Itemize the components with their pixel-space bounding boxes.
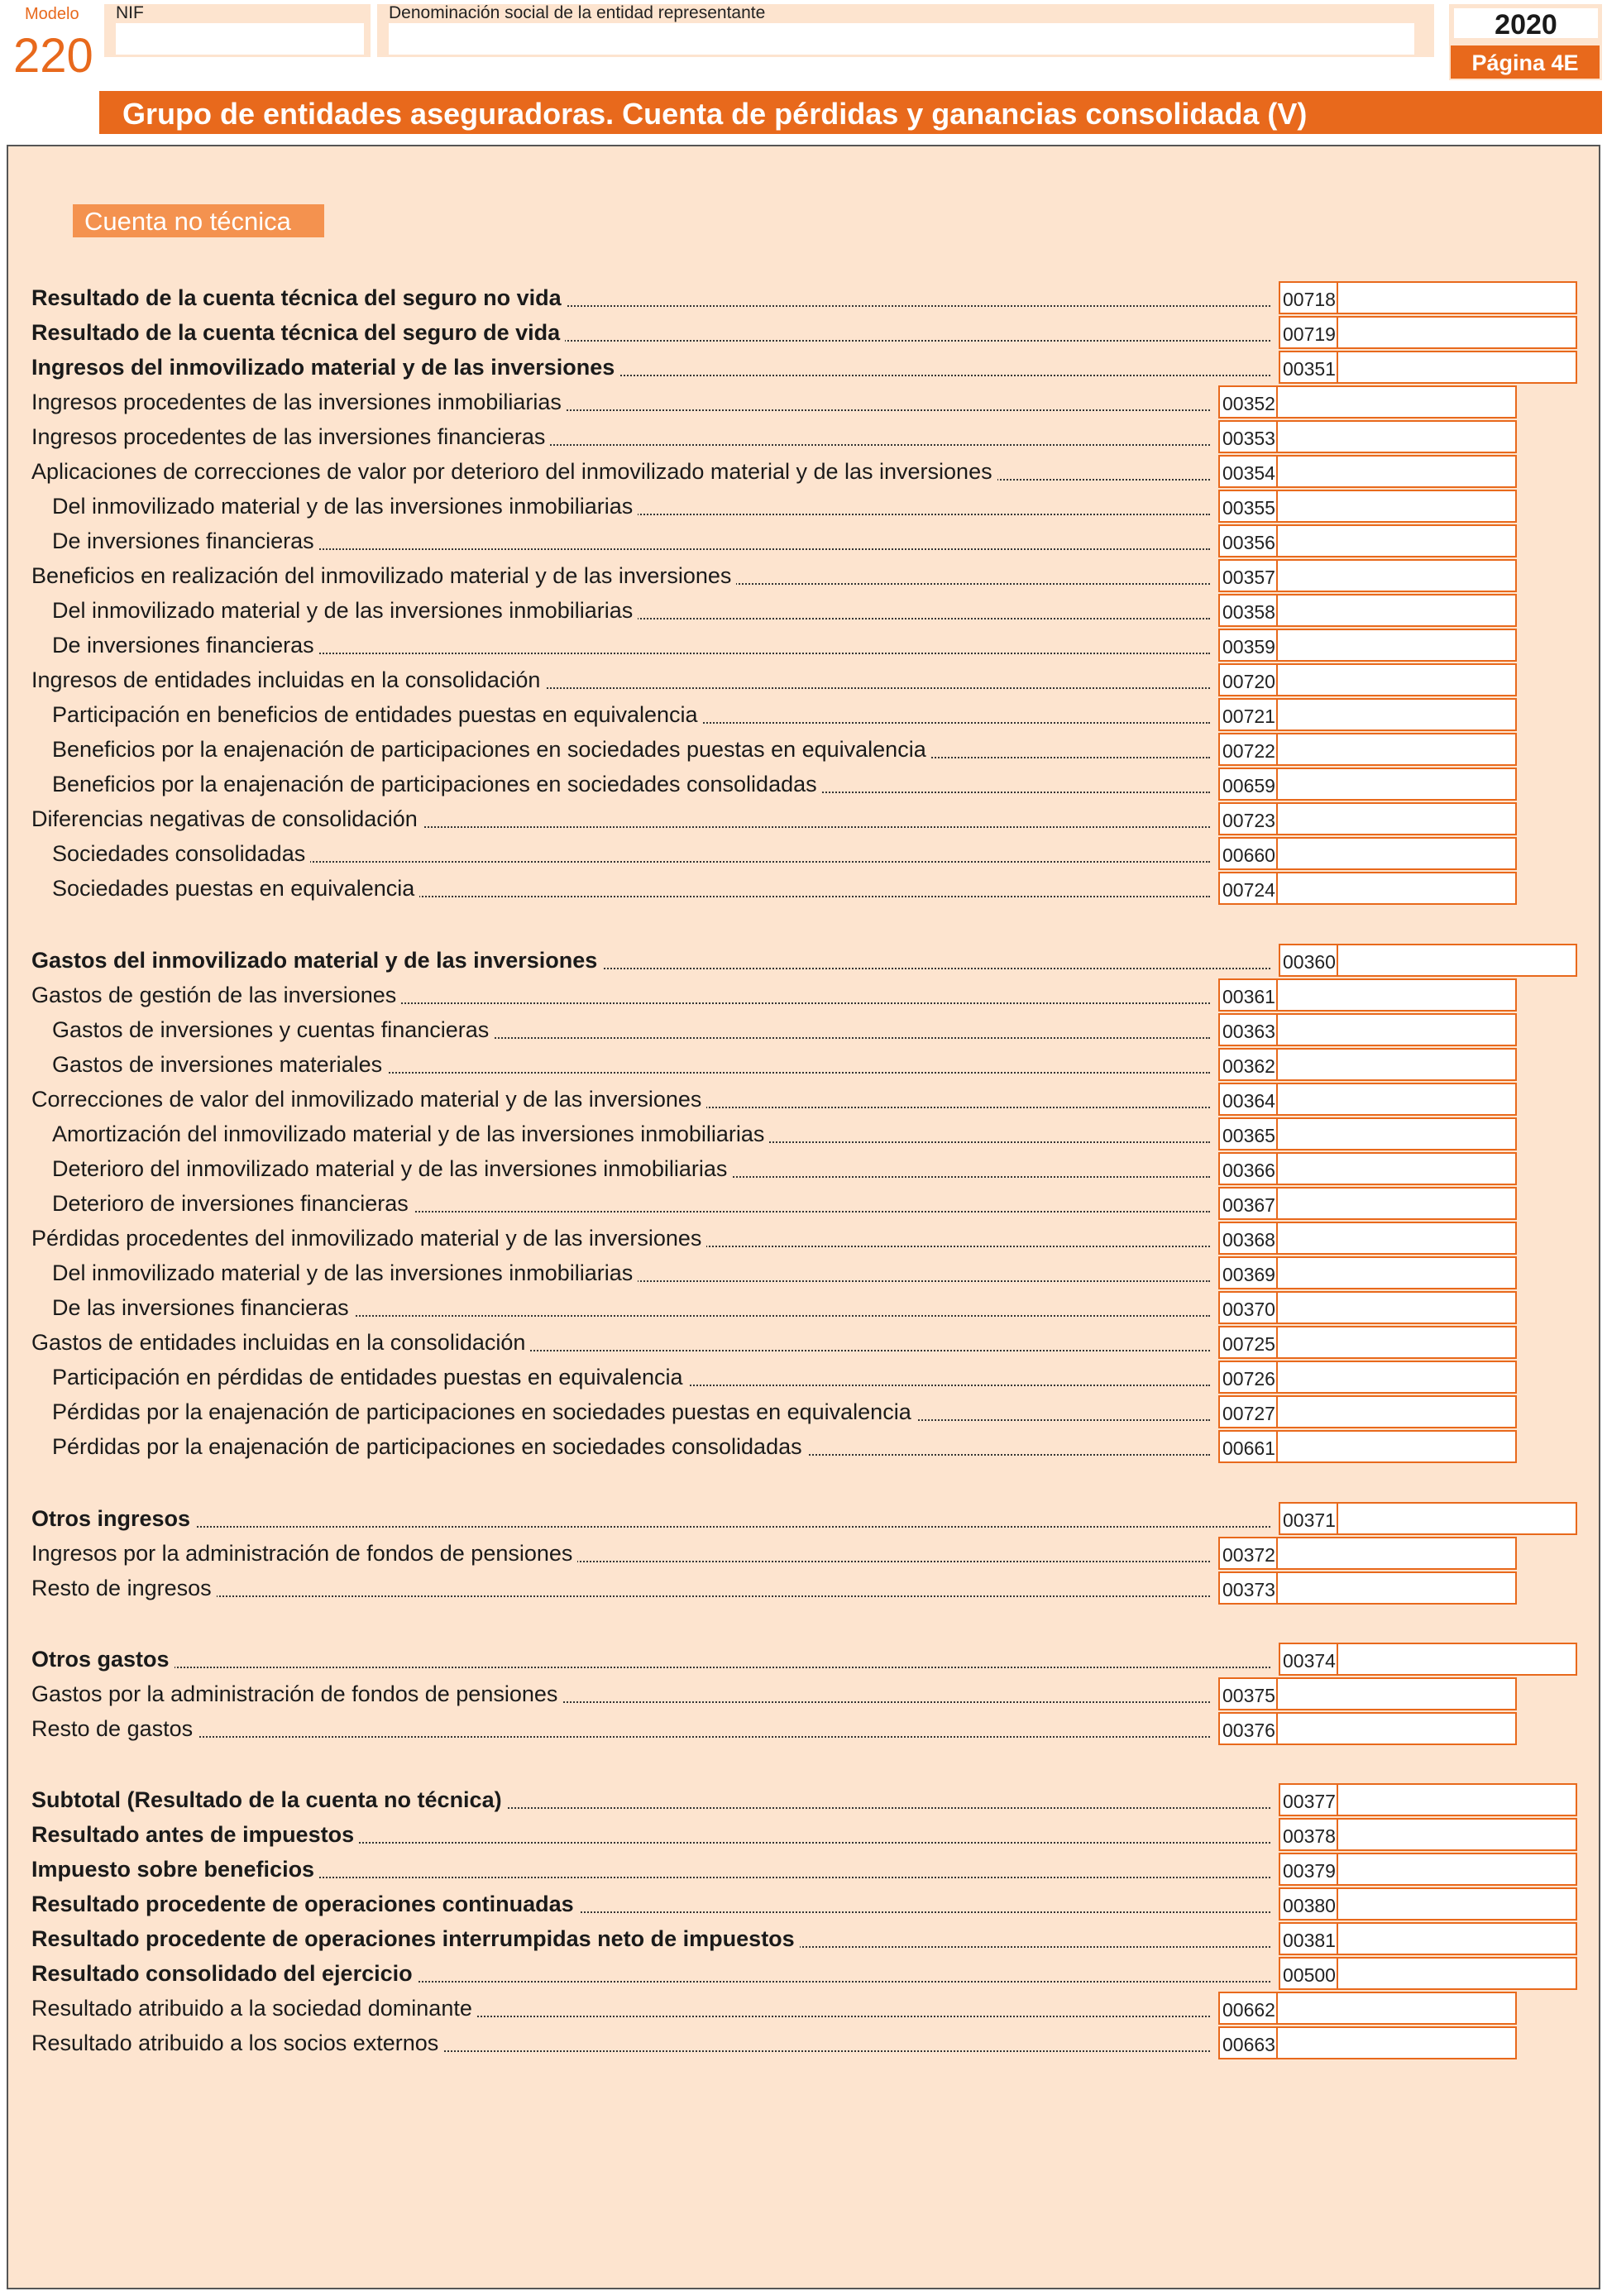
row-label: Resto de gastos: [31, 1712, 198, 1745]
value-field-00723[interactable]: [1276, 802, 1517, 835]
page-title: Grupo de entidades aseguradoras. Cuenta de pérdidas y ganancias consolidada (V): [99, 91, 1602, 134]
box-code: 00723: [1218, 802, 1278, 835]
row-label: Gastos del inmovilizado material y de las inversiones: [31, 944, 602, 977]
value-field-00721[interactable]: [1276, 698, 1517, 731]
box-code: 00360: [1279, 944, 1338, 977]
row-label: Resultado consolidado del ejercicio: [31, 1957, 418, 1990]
box-code: 00359: [1218, 629, 1278, 662]
form-row-00720: [31, 663, 1213, 696]
form-row-00354: [31, 455, 1213, 488]
value-field-00376[interactable]: [1276, 1712, 1517, 1745]
box-code: 00358: [1218, 594, 1278, 627]
form-row-00368: [31, 1222, 1213, 1255]
form-row-00374: [31, 1643, 1274, 1676]
form-row-00378: [31, 1818, 1274, 1851]
form-row-00722: [31, 733, 1213, 766]
row-label: Ingresos de entidades incluidas en la consolidación: [31, 663, 545, 696]
box-code: 00724: [1218, 872, 1278, 905]
value-field-00357[interactable]: [1276, 559, 1517, 592]
box-code: 00376: [1218, 1712, 1278, 1745]
form-row-00727: [31, 1395, 1213, 1428]
value-field-00364[interactable]: [1276, 1083, 1517, 1116]
box-code: 00363: [1218, 1013, 1278, 1046]
value-field-00367[interactable]: [1276, 1187, 1517, 1220]
form-row-00352: [31, 385, 1213, 419]
value-field-00720[interactable]: [1276, 663, 1517, 696]
value-field-00358[interactable]: [1276, 594, 1517, 627]
value-field-00351[interactable]: [1337, 351, 1577, 384]
row-label: Pérdidas por la enajenación de participaciones en sociedades puestas en equivalencia: [52, 1395, 916, 1428]
form-row-00377: [31, 1783, 1274, 1816]
box-code: 00662: [1218, 1992, 1278, 2025]
box-code: 00356: [1218, 524, 1278, 557]
row-label: Gastos de entidades incluidas en la consolidación: [31, 1326, 530, 1359]
box-code: 00719: [1279, 316, 1338, 349]
value-field-00727[interactable]: [1276, 1395, 1517, 1428]
row-label: Del inmovilizado material y de las inversiones inmobiliarias: [52, 594, 638, 627]
box-code: 00660: [1218, 837, 1278, 870]
year: 2020: [1454, 8, 1598, 38]
box-code: 00500: [1279, 1957, 1338, 1990]
form-row-00379: [31, 1853, 1274, 1886]
row-label: Ingresos procedentes de las inversiones financieras: [31, 420, 550, 453]
row-label: Resto de ingresos: [31, 1571, 217, 1605]
form-row-00726: [31, 1361, 1213, 1394]
denominacion-field[interactable]: [389, 23, 1414, 55]
row-label: Gastos por la administración de fondos de pensiones: [31, 1677, 562, 1710]
page-number: Página 4E: [1451, 45, 1600, 79]
value-field-00363[interactable]: [1276, 1013, 1517, 1046]
row-label: De inversiones financieras: [52, 629, 319, 662]
form-row-00660: [31, 837, 1213, 870]
row-label: Resultado antes de impuestos: [31, 1818, 359, 1851]
box-code: 00367: [1218, 1187, 1278, 1220]
box-code: 00353: [1218, 420, 1278, 453]
value-field-00372[interactable]: [1276, 1537, 1517, 1570]
row-label: Otros ingresos: [31, 1502, 195, 1535]
leader-dots: [31, 1736, 1210, 1738]
form-row-00718: [31, 281, 1274, 314]
form-row-00372: [31, 1537, 1213, 1570]
form-row-00361: [31, 978, 1213, 1012]
form-row-00373: [31, 1571, 1213, 1605]
box-code: 00661: [1218, 1430, 1278, 1463]
nif-label: NIF: [116, 3, 144, 22]
value-field-00361[interactable]: [1276, 978, 1517, 1012]
row-label: Subtotal (Resultado de la cuenta no técnica): [31, 1783, 507, 1816]
form-row-00662: [31, 1992, 1213, 2025]
value-field-00379[interactable]: [1337, 1853, 1577, 1886]
row-label: Resultado de la cuenta técnica del seguro no vida: [31, 281, 567, 314]
value-field-00378[interactable]: [1337, 1818, 1577, 1851]
form-row-00659: [31, 768, 1213, 801]
row-label: Ingresos por la administración de fondos de pensiones: [31, 1537, 577, 1570]
row-label: Aplicaciones de correcciones de valor por deterioro del inmovilizado material y de las inversiones: [31, 455, 997, 488]
row-label: Del inmovilizado material y de las inversiones inmobiliarias: [52, 490, 638, 523]
value-field-00352[interactable]: [1276, 385, 1517, 419]
value-field-00722[interactable]: [1276, 733, 1517, 766]
nif-field[interactable]: [116, 23, 364, 55]
row-label: Amortización del inmovilizado material y de las inversiones inmobiliarias: [52, 1117, 769, 1150]
value-field-00354[interactable]: [1276, 455, 1517, 488]
value-field-00661[interactable]: [1276, 1430, 1517, 1463]
box-code: 00718: [1279, 281, 1338, 314]
value-field-00381[interactable]: [1337, 1922, 1577, 1955]
row-label: Pérdidas por la enajenación de participaciones en sociedades consolidadas: [52, 1430, 807, 1463]
box-code: 00372: [1218, 1537, 1278, 1570]
form-row-00357: [31, 559, 1213, 592]
value-field-00660[interactable]: [1276, 837, 1517, 870]
box-code: 00659: [1218, 768, 1278, 801]
box-code: 00727: [1218, 1395, 1278, 1428]
row-label: Ingresos procedentes de las inversiones inmobiliarias: [31, 385, 567, 419]
row-label: Gastos de gestión de las inversiones: [31, 978, 401, 1012]
value-field-00373[interactable]: [1276, 1571, 1517, 1605]
row-label: Otros gastos: [31, 1643, 175, 1676]
form-row-00353: [31, 420, 1213, 453]
row-label: Correcciones de valor del inmovilizado material y de las inversiones: [31, 1083, 706, 1116]
box-code: 00720: [1218, 663, 1278, 696]
box-code: 00663: [1218, 2026, 1278, 2059]
leader-dots: [31, 1667, 1270, 1668]
value-field-00353[interactable]: [1276, 420, 1517, 453]
form-row-00500: [31, 1957, 1274, 1990]
denominacion-label: Denominación social de la entidad representante: [389, 3, 766, 22]
form-row-00661: [31, 1430, 1213, 1463]
form-row-00367: [31, 1187, 1213, 1220]
form-row-00366: [31, 1152, 1213, 1185]
row-label: Impuesto sobre beneficios: [31, 1853, 319, 1886]
row-label: Participación en pérdidas de entidades puestas en equivalencia: [52, 1361, 688, 1394]
form-row-00380: [31, 1887, 1274, 1921]
value-field-00368[interactable]: [1276, 1222, 1517, 1255]
row-label: Gastos de inversiones materiales: [52, 1048, 387, 1081]
form-row-00356: [31, 524, 1213, 557]
value-field-00725[interactable]: [1276, 1326, 1517, 1359]
row-label: Ingresos del inmovilizado material y de las inversiones: [31, 351, 619, 384]
value-field-00355[interactable]: [1276, 490, 1517, 523]
value-field-00359[interactable]: [1276, 629, 1517, 662]
section-tab: Cuenta no técnica: [73, 204, 324, 237]
form-row-00351: [31, 351, 1274, 384]
box-code: 00381: [1279, 1922, 1338, 1955]
box-code: 00722: [1218, 733, 1278, 766]
row-label: Sociedades consolidadas: [52, 837, 310, 870]
form-row-00721: [31, 698, 1213, 731]
form-row-00381: [31, 1922, 1274, 1955]
box-code: 00370: [1218, 1291, 1278, 1324]
row-label: Resultado procedente de operaciones interrumpidas neto de impuestos: [31, 1922, 800, 1955]
row-label: De inversiones financieras: [52, 524, 319, 557]
box-code: 00377: [1279, 1783, 1338, 1816]
value-field-00360[interactable]: [1337, 944, 1577, 977]
form-row-00358: [31, 594, 1213, 627]
value-field-00371[interactable]: [1337, 1502, 1577, 1535]
box-code: 00373: [1218, 1571, 1278, 1605]
box-code: 00352: [1218, 385, 1278, 419]
form-row-00663: [31, 2026, 1213, 2059]
form-row-00370: [31, 1291, 1213, 1324]
form-row-00724: [31, 872, 1213, 905]
box-code: 00361: [1218, 978, 1278, 1012]
value-field-00662[interactable]: [1276, 1992, 1517, 2025]
box-code: 00378: [1279, 1818, 1338, 1851]
box-code: 00375: [1218, 1677, 1278, 1710]
value-field-00726[interactable]: [1276, 1361, 1517, 1394]
value-field-00375[interactable]: [1276, 1677, 1517, 1710]
form-row-00376: [31, 1712, 1213, 1745]
form-row-00371: [31, 1502, 1274, 1535]
box-code: 00725: [1218, 1326, 1278, 1359]
row-label: Beneficios en realización del inmovilizado material y de las inversiones: [31, 559, 736, 592]
row-label: Participación en beneficios de entidades puestas en equivalencia: [52, 698, 703, 731]
value-field-00356[interactable]: [1276, 524, 1517, 557]
row-label: Diferencias negativas de consolidación: [31, 802, 423, 835]
form-row-00723: [31, 802, 1213, 835]
value-field-00380[interactable]: [1337, 1887, 1577, 1921]
form-row-00375: [31, 1677, 1213, 1710]
form-row-00364: [31, 1083, 1213, 1116]
row-label: Beneficios por la enajenación de participaciones en sociedades puestas en equivalencia: [52, 733, 931, 766]
box-code: 00364: [1218, 1083, 1278, 1116]
row-label: Resultado atribuido a la sociedad dominante: [31, 1992, 477, 2025]
value-field-00663[interactable]: [1276, 2026, 1517, 2059]
box-code: 00362: [1218, 1048, 1278, 1081]
row-label: Gastos de inversiones y cuentas financieras: [52, 1013, 494, 1046]
row-label: Deterioro de inversiones financieras: [52, 1187, 414, 1220]
modelo-label: Modelo: [25, 5, 79, 23]
form-row-00719: [31, 316, 1274, 349]
value-field-00500[interactable]: [1337, 1957, 1577, 1990]
row-label: Del inmovilizado material y de las inversiones inmobiliarias: [52, 1256, 638, 1289]
form-row-00355: [31, 490, 1213, 523]
form-row-00362: [31, 1048, 1213, 1081]
box-code: 00371: [1279, 1502, 1338, 1535]
box-code: 00380: [1279, 1887, 1338, 1921]
form-row-00365: [31, 1117, 1213, 1150]
value-field-00659[interactable]: [1276, 768, 1517, 801]
value-field-00362[interactable]: [1276, 1048, 1517, 1081]
form-row-00363: [31, 1013, 1213, 1046]
modelo-number: 220: [13, 29, 93, 83]
form-header: [0, 0, 1607, 91]
row-label: Sociedades puestas en equivalencia: [52, 872, 419, 905]
value-field-00719[interactable]: [1337, 316, 1577, 349]
value-field-00365[interactable]: [1276, 1117, 1517, 1150]
box-code: 00721: [1218, 698, 1278, 731]
value-field-00374[interactable]: [1337, 1643, 1577, 1676]
box-code: 00354: [1218, 455, 1278, 488]
row-label: Resultado de la cuenta técnica del seguro de vida: [31, 316, 565, 349]
row-label: Deterioro del inmovilizado material y de las inversiones inmobiliarias: [52, 1152, 732, 1185]
row-label: Resultado procedente de operaciones continuadas: [31, 1887, 579, 1921]
row-label: Beneficios por la enajenación de participaciones en sociedades consolidadas: [52, 768, 822, 801]
box-code: 00369: [1218, 1256, 1278, 1289]
form-row-00369: [31, 1256, 1213, 1289]
form-row-00725: [31, 1326, 1213, 1359]
value-field-00377[interactable]: [1337, 1783, 1577, 1816]
box-code: 00379: [1279, 1853, 1338, 1886]
leader-dots: [31, 1526, 1270, 1528]
row-label: Pérdidas procedentes del inmovilizado material y de las inversiones: [31, 1222, 706, 1255]
row-label: De las inversiones financieras: [52, 1291, 354, 1324]
row-label: Resultado atribuido a los socios externos: [31, 2026, 443, 2059]
form-row-00360: [31, 944, 1274, 977]
box-code: 00366: [1218, 1152, 1278, 1185]
value-field-00718[interactable]: [1337, 281, 1577, 314]
box-code: 00374: [1279, 1643, 1338, 1676]
box-code: 00357: [1218, 559, 1278, 592]
box-code: 00365: [1218, 1117, 1278, 1150]
value-field-00370[interactable]: [1276, 1291, 1517, 1324]
form-row-00359: [31, 629, 1213, 662]
box-code: 00355: [1218, 490, 1278, 523]
value-field-00724[interactable]: [1276, 872, 1517, 905]
box-code: 00726: [1218, 1361, 1278, 1394]
box-code: 00351: [1279, 351, 1338, 384]
value-field-00369[interactable]: [1276, 1256, 1517, 1289]
box-code: 00368: [1218, 1222, 1278, 1255]
value-field-00366[interactable]: [1276, 1152, 1517, 1185]
